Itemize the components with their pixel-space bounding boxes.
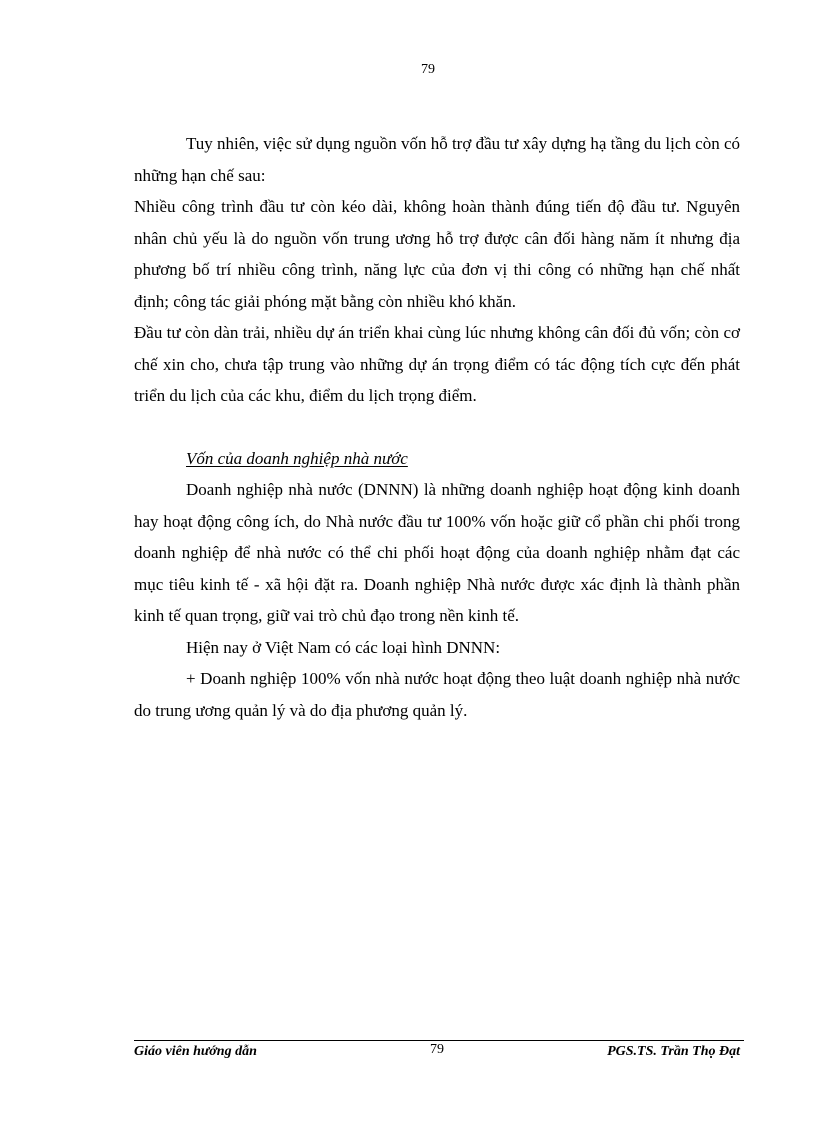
paragraph-limitation-1: Nhiều công trình đầu tư còn kéo dài, không hoàn thành đúng tiến độ đầu tư. Nguyên nhân chủ yếu là do nguồn vốn trung ương hỗ trợ được cân đối hàng năm ít nhưng địa phương bố trí nhiều công trình, năng lực của đơn vị thi công có những hạn chế nhất định; công tác giải phóng mặt bằng còn nhiều khó khăn.: [134, 197, 740, 311]
footer-rule: [134, 1040, 744, 1041]
paragraph-dnnn-definition: Doanh nghiệp nhà nước (DNNN) là những doanh nghiệp hoạt động kinh doanh hay hoạt động công ích, do Nhà nước đầu tư 100% vốn hoặc giữ cổ phần chi phối trong doanh nghiệp để nhà nước có thể chi phối hoạt động của doanh nghiệp nhằm đạt các mục tiêu kinh tế - xã hội đặt ra. Doanh nghiệp Nhà nước được xác định là thành phần kinh tế quan trọng, giữ vai trò chủ đạo trong nền kinh tế.: [134, 480, 740, 625]
document-body: [134, 128, 740, 726]
section-heading: Vốn của doanh nghiệp nhà nước: [186, 448, 408, 468]
footer-supervisor-name: PGS.TS. Trần Thọ Đạt: [607, 1044, 740, 1059]
paragraph-dnnn-type-1: + Doanh nghiệp 100% vốn nhà nước hoạt động theo luật doanh nghiệp nhà nước do trung ương quản lý và do địa phương quản lý.: [134, 669, 740, 720]
paragraph-dnnn-types: Hiện nay ở Việt Nam có các loại hình DNNN:: [186, 637, 501, 657]
footer-supervisor-label: Giáo viên hướng dẫn: [134, 1044, 257, 1059]
page-footer: [134, 1042, 740, 1064]
paragraph-limitation-2: Đầu tư còn dàn trải, nhiều dự án triển khai cùng lúc nhưng không cân đối đủ vốn; còn cơ chế xin cho, chưa tập trung vào những dự án trọng điểm có tác động tích cực đến phát triển du lịch của các khu, điểm du lịch trọng điểm.: [134, 323, 740, 405]
page-number-top: 79: [421, 62, 435, 77]
footer-page-number: 79: [430, 1042, 444, 1057]
paragraph-intro: Tuy nhiên, việc sử dụng nguồn vốn hỗ trợ đầu tư xây dựng hạ tầng du lịch còn có những hạn chế sau:: [134, 134, 740, 185]
